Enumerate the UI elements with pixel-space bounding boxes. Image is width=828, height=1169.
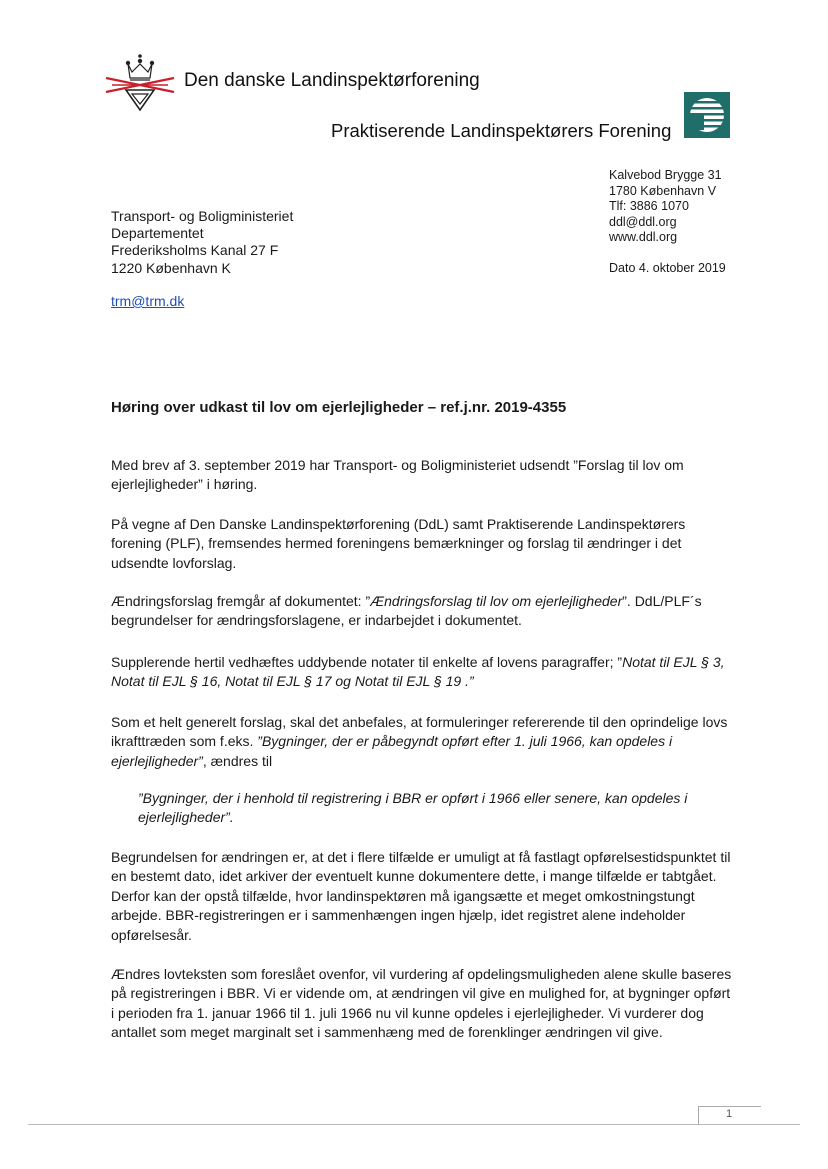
plf-logo-icon (684, 92, 730, 138)
recipient-line-2: Departementet (111, 225, 204, 242)
letter-date: Dato 4. oktober 2019 (609, 261, 726, 275)
recipient-email-link[interactable]: trm@trm.dk (111, 293, 185, 309)
body-paragraph-2: På vegne af Den Danske Landinspektørforening (DdL) samt Praktiserende Landinspektørers forening (PLF), fremsendes hermed foreningens bemærkninger og forslag til ændringer i det udsendte lovforslag. (111, 516, 686, 571)
p3-text-a: Ændringsforslag fremgår af dokumentet: ” (111, 593, 371, 609)
body-paragraph-4 (111, 653, 733, 692)
recipient-address (111, 208, 293, 277)
body-paragraph-3 (111, 592, 733, 631)
p5-italic: ”Bygninger, der er påbegyndt opført efter 1. juli 1966, kan opdeles i ejerlejligheder” (111, 733, 673, 769)
footer-divider (28, 1124, 800, 1125)
letter-subject: Høring over udkast til lov om ejerlejligheder – ref.j.nr. 2019-4355 (111, 399, 567, 416)
recipient-line-3: Frederiksholms Kanal 27 F (111, 242, 279, 259)
org-name-primary: Den danske Landinspektørforening (184, 70, 480, 91)
quoted-proposal: ”Bygninger, der i henhold til registrering i BBR er opført i 1966 eller senere, kan opdeles i ejerlejligheder”. (138, 790, 688, 826)
sender-phone: Tlf: 3886 1070 (609, 199, 689, 214)
p3-italic: Ændringsforslag til lov om ejerlejligheder (370, 593, 623, 609)
p5-text-b: , ændres til (202, 752, 273, 769)
p4-italic: Notat til EJL § 3, Notat til EJL § 16, Notat til EJL § 17 og Notat til EJL § 19 .” (111, 654, 725, 690)
body-paragraph-5 (111, 713, 733, 771)
recipient-line-1: Transport- og Boligministeriet (111, 208, 294, 224)
ddl-logo-icon (104, 50, 176, 112)
p5-text-a: Som et helt generelt forslag, skal det anbefales, at formuleringer refererende til den oprindelige lovs ikrafttræden som f.eks. (111, 714, 728, 750)
sender-street: Kalvebod Brygge 31 (609, 168, 722, 182)
org-name-secondary: Praktiserende Landinspektørers Forening (331, 120, 672, 141)
body-paragraph-6: Begrundelsen for ændringen er, at det i flere tilfælde er umuligt at få fastlagt opførelsestidspunktet til en bestemt dato, idet arkiver der eventuelt kunne dokumentere dette, i mange tilfælde er tabtgået. Derfor kan der opstå tilfælde, hvor landinspektøren må igangsætte et meget omkostningstungt arbejde. BBR-registreringen er i sammenhængen ingen hjælp, idet registret alene indeholder opførelsesår. (111, 849, 731, 943)
sender-email[interactable]: ddl@ddl.org (609, 214, 677, 229)
recipient-line-4: 1220 København K (111, 259, 231, 276)
body-paragraph-1: Med brev af 3. september 2019 har Transport- og Boligministeriet udsendt ”Forslag til lov om ejerlejligheder” i høring. (111, 457, 684, 493)
sender-address (609, 168, 722, 246)
page-number: 1 (726, 1108, 733, 1120)
p3-text-b: ”. DdL/PLF´s begrundelser for ændringsforslagene, er indarbejdet i dokumentet. (111, 593, 702, 629)
body-paragraph-7: Ændres lovteksten som foreslået ovenfor, vil vurdering af opdelingsmuligheden alene skulle baseres på registreringen i BBR. Vi er vidende om, at ændringen vil give en mulighed for, at bygninger opført i perioden fra 1. januar 1966 til 1. juli 1966 nu vil kunne opdeles i ejerlejligheder. Vi vurderer dog antallet som meget marginalt set i sammenhæng med de forenklinger ændringen vil give. (111, 966, 732, 1041)
p4-text-a: Supplerende hertil vedhæftes uddybende notater til enkelte af lovens paragraffer; ” (111, 654, 623, 670)
sender-city: 1780 København V (609, 183, 717, 198)
sender-web[interactable]: www.ddl.org (609, 230, 678, 245)
